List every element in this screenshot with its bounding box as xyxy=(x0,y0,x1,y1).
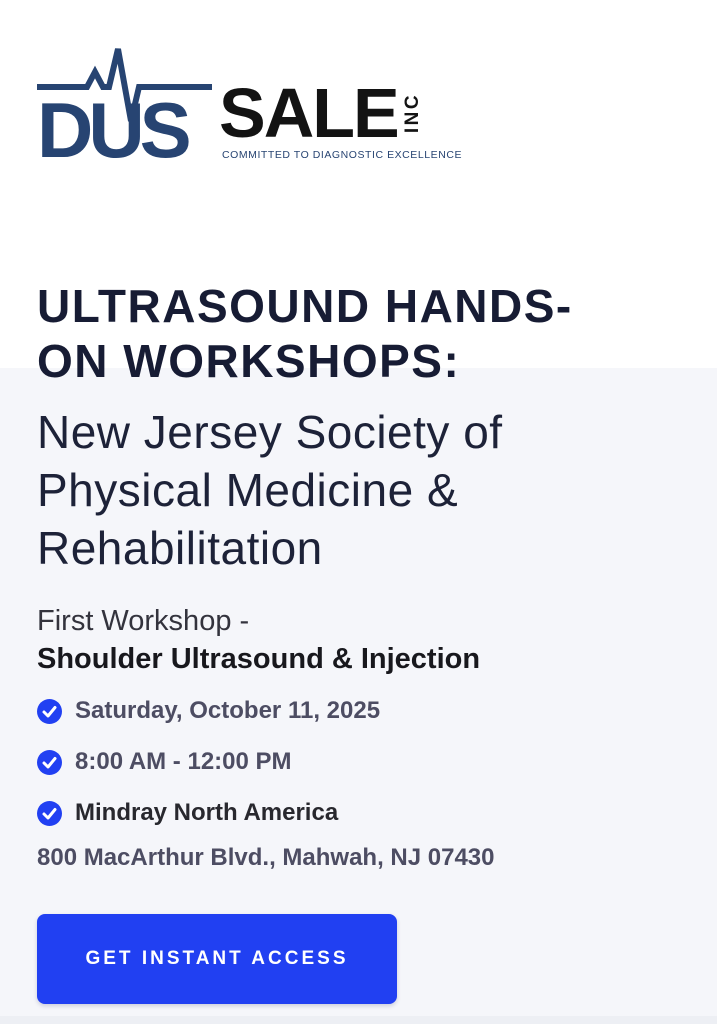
detail-row-date xyxy=(37,697,680,725)
detail-row-venue xyxy=(37,799,680,827)
page-title xyxy=(37,279,680,389)
logo-sale-text: SALE xyxy=(219,73,398,152)
event-venue: Mindray North America xyxy=(75,799,339,826)
logo-inc-text: INC xyxy=(401,92,423,134)
logo-tagline: COMMITTED TO DIAGNOSTIC EXCELLENCE xyxy=(222,149,463,161)
event-date: Saturday, October 11, 2025 xyxy=(75,697,381,724)
page-subtitle-line3: Rehabilitation xyxy=(37,522,323,574)
page-subtitle-line1: New Jersey Society of xyxy=(37,406,503,458)
event-time: 8:00 AM - 12:00 PM xyxy=(75,748,292,775)
logo-inc-wrap xyxy=(398,81,428,145)
bottom-section-edge xyxy=(0,1016,717,1024)
workshop-label: First Workshop - xyxy=(37,605,250,637)
logo-dus-block xyxy=(37,33,213,174)
check-icon xyxy=(37,801,62,826)
event-address: 800 MacArthur Blvd., Mahwah, NJ 07430 xyxy=(37,844,495,871)
page-title-line2: ON WORKSHOPS: xyxy=(37,335,461,387)
logo-dus-text: DUS xyxy=(37,86,187,174)
detail-row-time xyxy=(37,748,680,776)
event-details-list xyxy=(37,697,680,874)
logo-sale-block xyxy=(219,73,463,163)
get-instant-access-button[interactable]: GET INSTANT ACCESS xyxy=(37,914,397,1004)
check-icon xyxy=(37,699,62,724)
check-icon xyxy=(37,750,62,775)
page-subtitle-line2: Physical Medicine & xyxy=(37,464,459,516)
dus-sale-logo xyxy=(37,33,680,174)
page-subtitle xyxy=(37,403,680,577)
page-title-line1: ULTRASOUND HANDS- xyxy=(37,280,573,332)
workshop-name: Shoulder Ultrasound & Injection xyxy=(37,643,481,675)
